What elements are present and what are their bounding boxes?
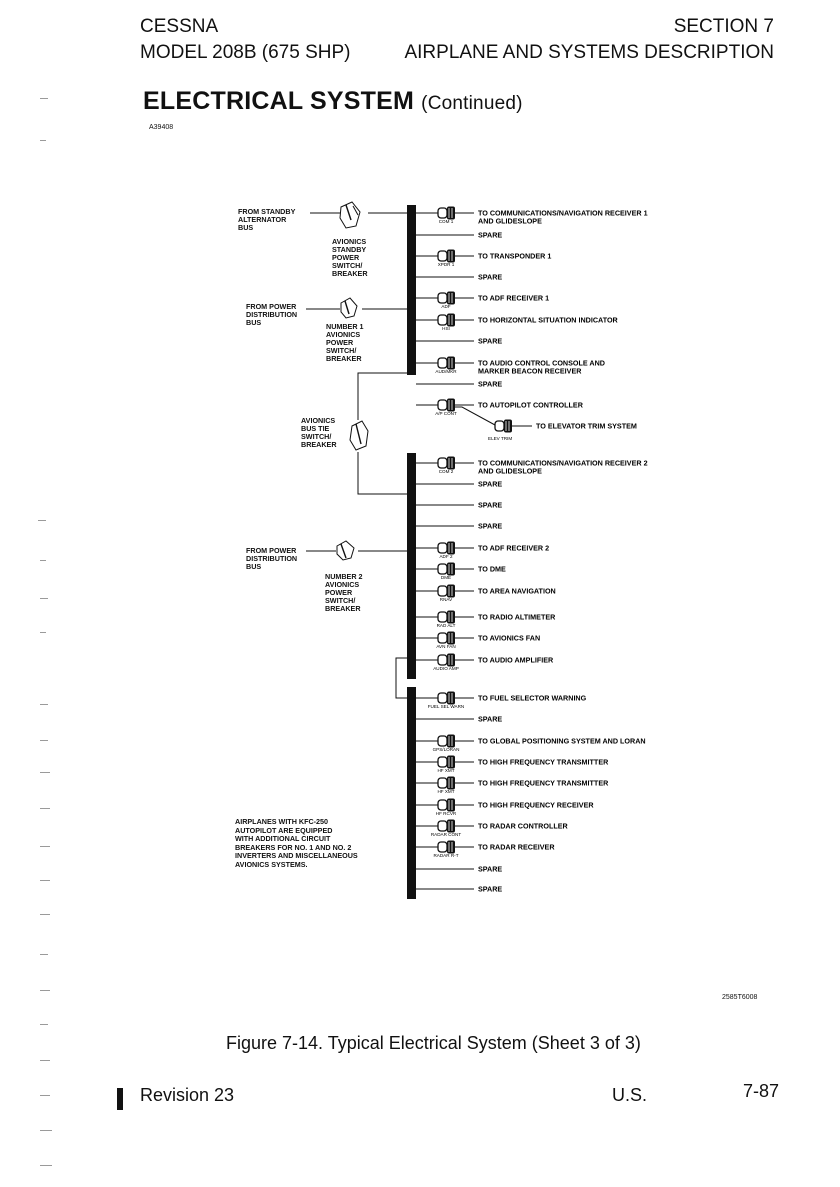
- breaker-label: HF XMT: [437, 789, 455, 794]
- circuit-row: [416, 585, 556, 603]
- switch-number-2-line: AVIONICS: [325, 580, 360, 589]
- circuit-label: TO AREA NAVIGATION: [478, 586, 556, 596]
- circuit-row: [416, 250, 551, 268]
- avionics-bus-3-bar: [407, 687, 416, 899]
- circuit-row: [416, 799, 594, 817]
- circuit-breaker-icon: [438, 250, 455, 263]
- circuit-row: [416, 756, 609, 774]
- switch-number-1-line: AVIONICS: [326, 330, 361, 339]
- page-title-main: ELECTRICAL SYSTEM: [143, 87, 415, 115]
- circuit-breaker-icon: [438, 820, 455, 833]
- note-line: INVERTERS AND MISCELLANEOUS: [235, 851, 358, 860]
- note-line: WITH ADDITIONAL CIRCUIT: [235, 834, 331, 843]
- circuit-row: [416, 841, 555, 859]
- breaker-label: A/P CONT: [435, 411, 457, 416]
- breaker-label: AUD/MKR: [435, 369, 457, 374]
- circuit-label: TO TRANSPONDER 1: [478, 251, 552, 261]
- footer-revision: Revision 23: [140, 1085, 235, 1105]
- circuit-label: TO AUDIO CONTROL CONSOLE AND: [478, 358, 605, 368]
- breaker-label: XPDR 1: [437, 262, 455, 267]
- breaker-label: ADF 2: [439, 554, 453, 559]
- circuit-label: SPARE: [478, 521, 503, 531]
- circuit-breaker-icon: [438, 654, 455, 667]
- circuit-label-continued: AND GLIDESLOPE: [478, 216, 542, 226]
- circuit-label: TO HIGH FREQUENCY RECEIVER: [478, 800, 594, 810]
- circuit-label: SPARE: [478, 714, 503, 724]
- note-line: AUTOPILOT ARE EQUIPPED: [235, 825, 333, 835]
- circuit-row: [416, 777, 609, 795]
- circuit-breaker-icon: [438, 292, 455, 305]
- header-section-title: AIRPLANE AND SYSTEMS DESCRIPTION: [404, 42, 774, 63]
- label-number-1-switch: [326, 323, 364, 363]
- circuit-breaker-icon: [438, 314, 455, 327]
- circuit-row: [416, 292, 549, 310]
- circuit-label: SPARE: [478, 379, 503, 389]
- circuit-label: TO DME: [478, 564, 506, 574]
- breaker-label: COM 1: [438, 219, 454, 224]
- circuit-row: [416, 563, 506, 581]
- breaker-label: HF RCVR: [435, 811, 457, 816]
- circuit-breaker-icon: [438, 692, 455, 705]
- breaker-label: RADAR R-T: [433, 853, 459, 858]
- circuit-row: [416, 380, 502, 389]
- source-power-distribution-2: [246, 547, 297, 571]
- circuit-row: [416, 865, 502, 874]
- kfc-250-note: [235, 818, 358, 869]
- circuit-label: TO AUDIO AMPLIFIER: [478, 655, 554, 665]
- circuit-label: TO HIGH FREQUENCY TRANSMITTER: [478, 757, 609, 767]
- circuit-breaker-icon: [438, 357, 455, 370]
- circuit-row: [416, 522, 502, 531]
- circuit-label: SPARE: [478, 864, 503, 874]
- header-model: MODEL 208B (675 SHP): [140, 42, 351, 63]
- circuit-label: SPARE: [478, 336, 503, 346]
- circuit-breaker-icon: [438, 799, 455, 812]
- switch-standby-line: AVIONICS: [332, 237, 367, 246]
- circuit-label: SPARE: [478, 479, 503, 489]
- source-standby-line: BUS: [238, 223, 254, 232]
- header-manufacturer: CESSNA: [140, 16, 219, 37]
- source-standby-line: FROM STANDBY: [238, 207, 296, 216]
- avionics-bus-2-bar: [407, 453, 416, 679]
- source-power-2-line: BUS: [246, 562, 262, 571]
- source-standby-line: ALTERNATOR: [238, 215, 287, 224]
- art-number: A39408: [149, 124, 174, 131]
- breaker-label: RNAV: [439, 597, 453, 602]
- breaker-label: COM 2: [438, 469, 454, 474]
- breaker-label: RAD ALT: [436, 623, 456, 628]
- circuit-breaker-icon: [495, 420, 512, 433]
- switch-number-1-line: SWITCH/: [326, 346, 357, 355]
- breaker-label: FUEL SEL WARN: [427, 704, 465, 709]
- circuit-row: [416, 399, 584, 417]
- switch-number-2-line: NUMBER 2: [325, 572, 363, 581]
- circuit-row: [416, 314, 619, 332]
- circuit-breaker-icon: [438, 457, 455, 470]
- switch-bus-tie-line: BREAKER: [301, 440, 337, 449]
- breaker-label: ADF: [441, 304, 451, 309]
- note-line: BREAKERS FOR NO. 1 AND NO. 2: [235, 842, 352, 852]
- circuit-row: [416, 611, 556, 629]
- switch-standby-line: SWITCH/: [332, 261, 363, 270]
- circuit-label: SPARE: [478, 500, 503, 510]
- switch-bus-tie-line: SWITCH/: [301, 432, 332, 441]
- circuit-breaker-icon: [438, 756, 455, 769]
- circuit-row: [416, 542, 549, 560]
- circuit-row: [416, 480, 502, 489]
- circuit-label: TO HIGH FREQUENCY TRANSMITTER: [478, 778, 609, 788]
- circuit-breaker-icon: [438, 632, 455, 645]
- circuit-label: TO RADAR CONTROLLER: [478, 821, 568, 831]
- circuit-row: [416, 654, 554, 672]
- source-power-1-line: DISTRIBUTION: [246, 310, 298, 319]
- circuit-label: TO COMMUNICATIONS/NAVIGATION RECEIVER 1: [478, 208, 648, 218]
- source-power-2-line: FROM POWER: [246, 546, 297, 555]
- page-title-continued: (Continued): [421, 93, 523, 114]
- label-number-2-switch: [325, 573, 363, 613]
- circuit-row: [416, 735, 646, 753]
- circuit-label: TO ADF RECEIVER 1: [478, 293, 550, 303]
- source-power-1-line: BUS: [246, 318, 262, 327]
- circuit-row: [416, 885, 502, 894]
- footer-page-number: 7-87: [743, 1081, 780, 1101]
- switch-number-2-line: POWER: [325, 588, 353, 597]
- switch-standby-line: POWER: [332, 253, 360, 262]
- drawing-number: 2585T6008: [722, 994, 758, 1001]
- circuit-label: TO COMMUNICATIONS/NAVIGATION RECEIVER 2: [478, 458, 648, 468]
- switch-number-1-line: NUMBER 1: [326, 322, 364, 331]
- circuit-label: TO FUEL SELECTOR WARNING: [478, 693, 587, 703]
- source-power-1-line: FROM POWER: [246, 302, 297, 311]
- circuit-row: [488, 420, 637, 442]
- circuit-label: TO AVIONICS FAN: [478, 633, 541, 643]
- switch-standby-line: STANDBY: [332, 245, 367, 254]
- circuit-label: TO ADF RECEIVER 2: [478, 543, 550, 553]
- switch-number-2-line: SWITCH/: [325, 596, 356, 605]
- circuit-label: SPARE: [478, 884, 503, 894]
- number-1-switch-breaker: [341, 298, 357, 318]
- breaker-label: RADAR CONT: [430, 832, 462, 837]
- breaker-label: HSI: [442, 326, 450, 331]
- circuit-row: [416, 457, 648, 476]
- circuit-label: TO AUTOPILOT CONTROLLER: [478, 400, 583, 410]
- switch-standby-line: BREAKER: [332, 269, 368, 278]
- switch-bus-tie-line: BUS TIE: [301, 424, 330, 433]
- footer-edition: U.S.: [612, 1085, 648, 1105]
- figure-caption: Figure 7-14. Typical Electrical System (Sheet 3 of 3): [226, 1033, 641, 1053]
- number-2-switch-breaker: [337, 541, 354, 560]
- source-power-distribution-1: [246, 303, 297, 327]
- circuit-row: [416, 231, 502, 240]
- circuit-label: SPARE: [478, 230, 503, 240]
- revision-change-bar: [117, 1088, 123, 1110]
- header-section: SECTION 7: [673, 16, 774, 37]
- avionics-bus-1-bar: [407, 205, 416, 375]
- source-standby-alternator: [238, 208, 295, 232]
- circuit-label: TO RADAR RECEIVER: [478, 842, 555, 852]
- breaker-label: AUDIO AMP: [433, 666, 459, 671]
- breaker-label: ELEV TRIM: [488, 436, 513, 441]
- breaker-label: HF XMT: [437, 768, 455, 773]
- label-standby-switch: [332, 238, 368, 278]
- circuit-breaker-icon: [438, 777, 455, 790]
- circuit-label: TO GLOBAL POSITIONING SYSTEM AND LORAN: [478, 736, 646, 746]
- circuit-row: [416, 207, 648, 226]
- label-bus-tie-switch: [301, 417, 337, 449]
- circuit-row: [416, 692, 587, 710]
- circuit-row: [416, 273, 502, 282]
- circuit-breaker-icon: [438, 735, 455, 748]
- circuit-label: TO ELEVATOR TRIM SYSTEM: [536, 421, 637, 431]
- switch-bus-tie-line: AVIONICS: [301, 416, 336, 425]
- circuit-label-continued: MARKER BEACON RECEIVER: [478, 366, 582, 376]
- source-power-2-line: DISTRIBUTION: [246, 554, 298, 563]
- circuit-breaker-icon: [438, 841, 455, 854]
- circuit-breaker-icon: [438, 207, 455, 220]
- breaker-label: GPS/LORAN: [432, 747, 460, 752]
- switch-number-2-line: BREAKER: [325, 604, 361, 613]
- circuit-label: SPARE: [478, 272, 503, 282]
- circuit-row: [416, 632, 540, 650]
- circuit-breaker-icon: [438, 542, 455, 555]
- circuit-row: [416, 357, 605, 376]
- circuit-breaker-icon: [438, 611, 455, 624]
- circuit-breaker-icon: [438, 399, 455, 412]
- breaker-label: AVN FAN: [436, 644, 456, 649]
- circuit-breaker-icon: [438, 563, 455, 576]
- circuit-row: [416, 820, 569, 838]
- circuit-row: [416, 337, 502, 346]
- note-line: AVIONICS SYSTEMS.: [235, 859, 308, 869]
- standby-switch-breaker: [340, 202, 360, 228]
- note-line: AIRPLANES WITH KFC-250: [235, 817, 329, 826]
- switch-number-1-line: POWER: [326, 338, 354, 347]
- switch-number-1-line: BREAKER: [326, 354, 362, 363]
- breaker-label: DME: [440, 575, 452, 580]
- circuit-row: [416, 501, 502, 510]
- circuit-label-continued: AND GLIDESLOPE: [478, 466, 542, 476]
- bus-tie-switch-breaker: [350, 421, 368, 450]
- circuit-row: [416, 715, 502, 724]
- circuit-label: TO HORIZONTAL SITUATION INDICATOR: [478, 315, 618, 325]
- circuit-label: TO RADIO ALTIMETER: [478, 612, 556, 622]
- circuit-breaker-icon: [438, 585, 455, 598]
